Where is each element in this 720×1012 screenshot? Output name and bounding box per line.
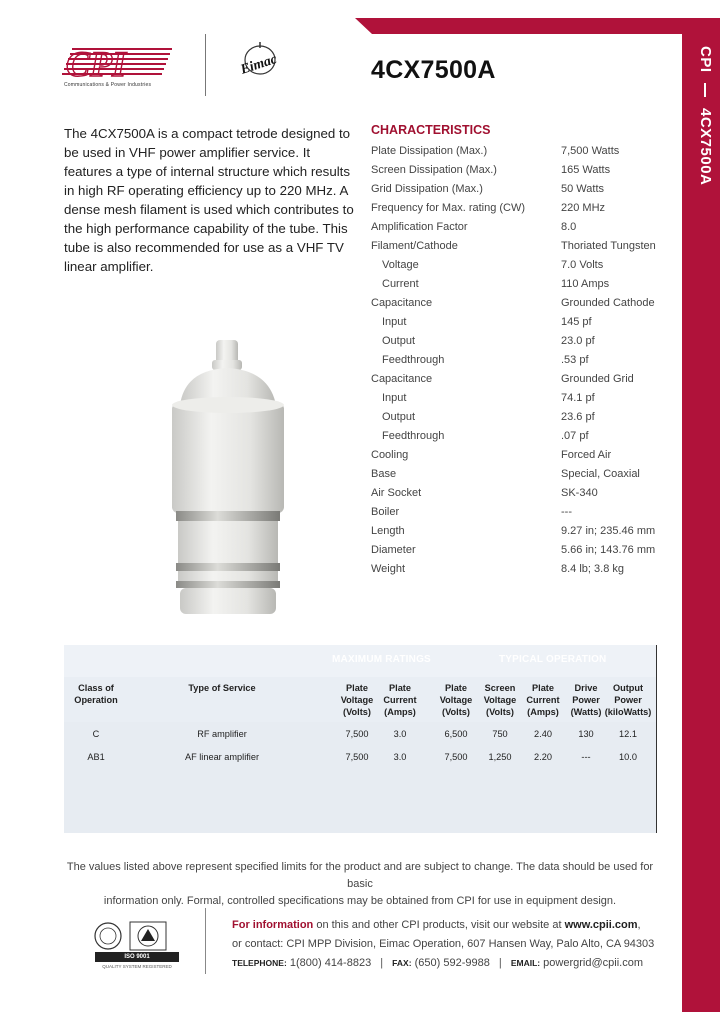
characteristic-value: 145 pf	[561, 316, 592, 328]
characteristic-row	[371, 332, 671, 351]
col-plate-voltage-typ: Plate Voltage (Volts)	[439, 683, 473, 717]
side-brand-model: 4CX7500A	[697, 107, 714, 186]
characteristic-label: Input	[382, 392, 407, 404]
iso-subtitle: QUALITY SYSTEM REGISTERED	[102, 964, 172, 969]
characteristic-label: Diameter	[371, 544, 416, 556]
separator: |	[498, 957, 502, 969]
characteristic-value: Special, Coaxial	[561, 468, 640, 480]
characteristic-label: Capacitance	[371, 373, 433, 385]
characteristic-label: Voltage	[382, 259, 419, 271]
characteristic-label: Filament/Cathode	[371, 240, 458, 252]
top-banner	[0, 0, 720, 34]
cell-plate-voltage-typ: 7,500	[444, 752, 468, 762]
disclaimer-line-1: The values listed above represent specified limits for the product and are subject to change. The data should be used for basic	[66, 861, 654, 890]
characteristic-label: Current	[382, 278, 419, 290]
characteristic-label: Air Socket	[371, 487, 422, 499]
characteristic-row	[371, 142, 671, 161]
characteristic-label: Grid Dissipation (Max.)	[371, 183, 483, 195]
characteristic-label: Cooling	[371, 449, 409, 461]
characteristic-value: 7,500 Watts	[561, 145, 620, 157]
characteristic-row	[371, 180, 671, 199]
characteristic-label: Feedthrough	[382, 430, 445, 442]
contact-block	[232, 916, 672, 973]
contact-info-line	[232, 916, 672, 935]
characteristic-value: 110 Amps	[561, 278, 610, 290]
cell-plate-current-max: 3.0	[393, 729, 407, 739]
email-link[interactable]: powergrid@cpii.com	[543, 957, 643, 969]
table-right-border	[656, 645, 657, 833]
characteristic-value: 165 Watts	[561, 164, 611, 176]
characteristic-label: Weight	[371, 563, 406, 575]
characteristic-value: 220 MHz	[561, 202, 606, 214]
fax-label: FAX:	[392, 958, 412, 968]
cell-screen-voltage-typ: 1,250	[488, 752, 512, 762]
characteristic-label: Boiler	[371, 506, 400, 518]
telephone-value: 1(800) 414-8823	[289, 957, 372, 969]
fax-value: (650) 592-9988	[414, 957, 490, 969]
info-end: ,	[637, 919, 641, 931]
characteristic-value: Thoriated Tungsten	[561, 240, 656, 252]
characteristics-title: CHARACTERISTICS	[371, 123, 491, 137]
col-screen-voltage-typ: Screen Voltage (Volts)	[483, 683, 517, 717]
cell-plate-current-typ: 2.20	[534, 752, 552, 762]
characteristic-row	[371, 275, 671, 294]
col-class: Class of Operation	[74, 683, 118, 705]
col-drive-power-typ: Drive Power (Watts)	[570, 683, 602, 717]
characteristic-row	[371, 560, 671, 579]
characteristic-row	[371, 389, 671, 408]
col-plate-current-max: Plate Current (Amps)	[383, 683, 417, 717]
cell-screen-voltage-typ: 750	[492, 729, 508, 739]
characteristic-row	[371, 256, 671, 275]
cell-output-power-typ: 10.0	[619, 752, 637, 762]
group-typical-operation: TYPICAL OPERATION	[499, 654, 607, 665]
col-plate-current-typ: Plate Current (Amps)	[526, 683, 560, 717]
characteristic-value: 23.0 pf	[561, 335, 595, 347]
cpi-logo-letters: CPI	[66, 44, 127, 84]
characteristic-value: .53 pf	[561, 354, 589, 366]
group-max-ratings: MAXIMUM RATINGS	[332, 654, 431, 665]
disclaimer	[64, 859, 656, 910]
characteristic-row	[371, 465, 671, 484]
iso-9001-badge: ISO 9001	[95, 952, 179, 962]
cell-output-power-typ: 12.1	[619, 729, 637, 739]
contact-address-line: or contact: CPI MPP Division, Eimac Operation, 607 Hansen Way, Palo Alto, CA 94303	[232, 938, 655, 950]
characteristic-value: ---	[561, 506, 572, 518]
characteristic-row	[371, 427, 671, 446]
email-label: EMAIL:	[510, 958, 541, 968]
characteristic-value: Grounded Cathode	[561, 297, 655, 309]
col-plate-voltage-max: Plate Voltage (Volts)	[340, 683, 374, 717]
footer-divider	[205, 908, 206, 974]
characteristic-label: Length	[371, 525, 405, 537]
cell-plate-voltage-typ: 6,500	[444, 729, 468, 739]
characteristic-value: SK-340	[561, 487, 598, 499]
telephone-label: TELEPHONE:	[232, 958, 287, 968]
characteristic-label: Screen Dissipation (Max.)	[371, 164, 497, 176]
col-service: Type of Service	[188, 683, 256, 693]
cell-drive-power-typ: 130	[578, 729, 594, 739]
cell-class: AB1	[87, 752, 105, 762]
separator: |	[380, 957, 384, 969]
iso-certification-logos	[92, 914, 182, 984]
col-output-power-typ: Output Power (kiloWatts)	[604, 683, 652, 717]
characteristic-row	[371, 313, 671, 332]
product-title: 4CX7500A	[371, 56, 496, 84]
tube-image	[150, 335, 310, 625]
cell-class: C	[92, 729, 100, 739]
characteristic-label: Frequency for Max. rating (CW)	[371, 202, 526, 214]
logo-divider	[205, 34, 206, 96]
info-text: on this and other CPI products, visit our website at	[313, 919, 565, 931]
characteristic-value: 23.6 pf	[561, 411, 595, 423]
contact-phone-line	[232, 954, 672, 973]
disclaimer-line-2: information only. Formal, controlled specifications may be obtained from CPI for use in equipment design.	[103, 895, 617, 907]
characteristic-value: 8.4 lb; 3.8 kg	[561, 563, 624, 575]
eimac-logo	[232, 40, 292, 80]
characteristic-row	[371, 446, 671, 465]
characteristic-label: Plate Dissipation (Max.)	[371, 145, 488, 157]
characteristic-row	[371, 237, 671, 256]
characteristic-label: Capacitance	[371, 297, 433, 309]
cell-drive-power-typ: ---	[581, 752, 591, 762]
characteristic-label: Feedthrough	[382, 354, 445, 366]
characteristic-label: Base	[371, 468, 397, 480]
characteristic-value: 7.0 Volts	[561, 259, 604, 271]
info-lead: For information	[232, 919, 314, 931]
characteristic-value: Grounded Grid	[561, 373, 634, 385]
characteristic-row	[371, 522, 671, 541]
characteristic-value: .07 pf	[561, 430, 589, 442]
cell-service: RF amplifier	[197, 729, 247, 739]
cell-plate-voltage-max: 7,500	[345, 729, 369, 739]
website-link[interactable]: www.cpii.com	[564, 919, 638, 931]
side-separator	[704, 83, 706, 97]
eimac-logo-text: Eimac	[238, 51, 279, 78]
characteristic-label: Output	[382, 335, 416, 347]
characteristic-row	[371, 484, 671, 503]
cpi-logo-subtitle: Communications & Power Industries	[64, 82, 152, 88]
characteristic-row	[371, 294, 671, 313]
characteristic-value: 74.1 pf	[561, 392, 595, 404]
characteristic-row	[371, 503, 671, 522]
side-brand-cpi: CPI	[697, 46, 714, 73]
characteristics-list	[371, 142, 671, 579]
characteristic-row	[371, 370, 671, 389]
characteristic-row	[371, 351, 671, 370]
characteristic-label: Amplification Factor	[371, 221, 468, 233]
characteristic-row	[371, 218, 671, 237]
characteristic-label: Output	[382, 411, 416, 423]
cell-plate-current-max: 3.0	[393, 752, 407, 762]
characteristic-value: 50 Watts	[561, 183, 604, 195]
characteristic-value: Forced Air	[561, 449, 612, 461]
characteristic-value: 5.66 in; 143.76 mm	[561, 544, 656, 556]
cell-service: AF linear amplifier	[184, 752, 260, 762]
side-brand-text	[688, 46, 714, 246]
cell-plate-current-typ: 2.40	[534, 729, 552, 739]
characteristic-label: Input	[382, 316, 407, 328]
characteristic-row	[371, 541, 671, 560]
intro-paragraph: The 4CX7500A is a compact tetrode designed to be used in VHF power amplifier service. It features a type of internal structure which results in high RF operating efficiency up to 220 MHz. A dense mesh filament is used which contributes to the high performance capability of the tube. This tube is also recommended for use as a VHF TV linear amplifier.	[64, 126, 354, 274]
characteristic-value: 9.27 in; 235.46 mm	[561, 525, 656, 537]
ratings-table	[64, 645, 656, 833]
characteristic-row	[371, 161, 671, 180]
characteristic-value: 8.0	[561, 221, 577, 233]
characteristic-row	[371, 199, 671, 218]
cell-plate-voltage-max: 7,500	[345, 752, 369, 762]
characteristic-row	[371, 408, 671, 427]
